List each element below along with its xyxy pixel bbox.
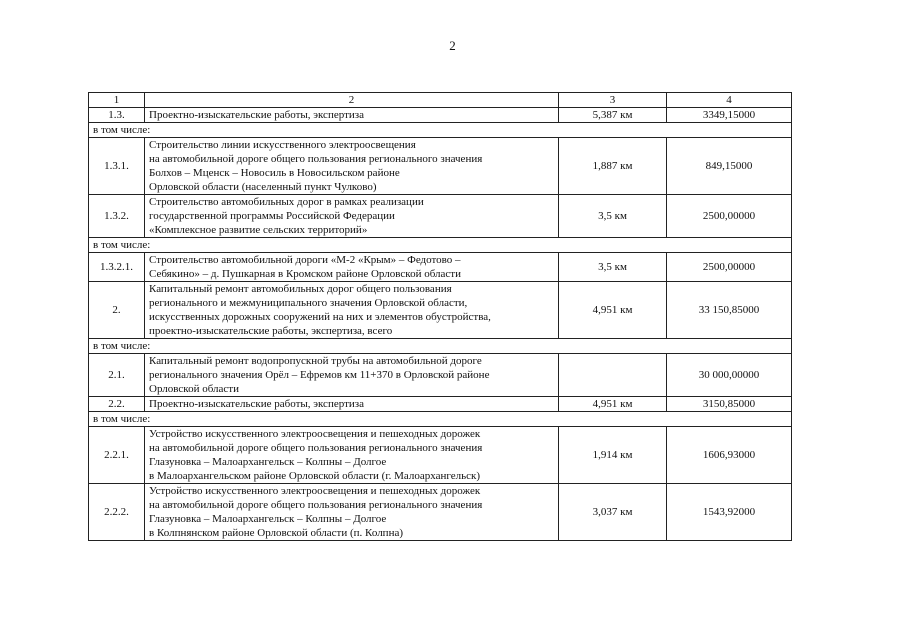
description-line: искусственных дорожных сооружений на них и элементов обустройства, [149,311,491,323]
item-amount: 33 150,85000 [667,282,792,339]
item-length: 3,5 км [559,253,667,282]
subheading-label: в том числе: [89,238,792,253]
description-line: Глазуновка – Малоархангельск – Колпны – Долгое [149,513,387,525]
subheading-label: в том числе: [89,123,792,138]
description-line: Глазуновка – Малоархангельск – Колпны – Долгое [149,456,387,468]
header-col-4: 4 [667,93,792,108]
item-number: 2. [89,282,145,339]
item-amount: 3349,15000 [667,108,792,123]
table-body [89,108,792,541]
item-number: 1.3. [89,108,145,123]
item-length: 4,951 км [559,282,667,339]
subheading-row [89,123,792,138]
description-line: на автомобильной дороге общего пользования регионального значения [149,442,483,454]
item-description [145,427,559,484]
description-line: регионального и межмуниципального значения Орловской области, [149,297,468,309]
item-description [145,484,559,541]
description-line: Устройство искусственного электроосвещения и пешеходных дорожек [149,428,481,440]
item-length: 3,037 км [559,484,667,541]
description-line: в Колпнянском районе Орловской области (п. Колпна) [149,527,403,539]
description-line: регионального значения Орёл – Ефремов км 11+370 в Орловской районе [149,369,490,381]
item-description [145,108,559,123]
item-description [145,397,559,412]
table-row [89,427,792,484]
description-line: Устройство искусственного электроосвещения и пешеходных дорожек [149,485,481,497]
description-line: Капитальный ремонт автомобильных дорог общего пользования [149,283,452,295]
description-line: Строительство автомобильных дорог в рамках реализации [149,196,424,208]
item-amount: 30 000,00000 [667,354,792,397]
description-line: Проектно-изыскательские работы, экспертиза [149,398,364,410]
item-description [145,282,559,339]
item-length: 1,914 км [559,427,667,484]
description-line: Себякино» – д. Пушкарная в Кромском районе Орловской области [149,268,461,280]
description-line: «Комплексное развитие сельских территорий» [149,224,368,236]
description-line: на автомобильной дороге общего пользования регионального значения [149,499,483,511]
header-col-3: 3 [559,93,667,108]
item-amount: 3150,85000 [667,397,792,412]
description-line: Строительство автомобильной дороги «М-2 «Крым» – Федотово – [149,254,461,266]
subheading-label: в том числе: [89,412,792,427]
item-amount: 1543,92000 [667,484,792,541]
item-amount: 849,15000 [667,138,792,195]
description-line: в Малоархангельском районе Орловской области (г. Малоархангельск) [149,470,480,482]
table-row [89,138,792,195]
table-row [89,397,792,412]
page-number: 2 [449,38,456,53]
description-line: государственной программы Российской Федерации [149,210,395,222]
item-number: 2.2. [89,397,145,412]
item-length: 3,5 км [559,195,667,238]
item-description [145,138,559,195]
subheading-row [89,339,792,354]
works-table [88,92,792,541]
item-amount: 2500,00000 [667,253,792,282]
table-row [89,108,792,123]
item-length [559,354,667,397]
table-row [89,253,792,282]
description-line: Капитальный ремонт водопропускной трубы на автомобильной дороге [149,355,482,367]
item-length: 4,951 км [559,397,667,412]
item-length: 5,387 км [559,108,667,123]
table-row [89,282,792,339]
item-amount: 1606,93000 [667,427,792,484]
table-row [89,354,792,397]
item-number: 2.2.1. [89,427,145,484]
item-description [145,354,559,397]
description-line: Проектно-изыскательские работы, экспертиза [149,109,364,121]
table-row [89,484,792,541]
subheading-row [89,412,792,427]
item-description [145,253,559,282]
subheading-label: в том числе: [89,339,792,354]
description-line: на автомобильной дороге общего пользования регионального значения [149,153,483,165]
header-row [89,93,792,108]
header-col-1: 1 [89,93,145,108]
description-line: проектно-изыскательские работы, экспертиза, всего [149,325,393,337]
header-col-2: 2 [145,93,559,108]
item-number: 2.1. [89,354,145,397]
description-line: Орловской области (населенный пункт Чулково) [149,181,377,193]
item-number: 1.3.2. [89,195,145,238]
item-number: 1.3.2.1. [89,253,145,282]
item-amount: 2500,00000 [667,195,792,238]
item-length: 1,887 км [559,138,667,195]
item-number: 1.3.1. [89,138,145,195]
item-description [145,195,559,238]
table-row [89,195,792,238]
description-line: Болхов – Мценск – Новосиль в Новосильском районе [149,167,400,179]
subheading-row [89,238,792,253]
item-number: 2.2.2. [89,484,145,541]
description-line: Орловской области [149,383,239,395]
description-line: Строительство линии искусственного электроосвещения [149,139,416,151]
